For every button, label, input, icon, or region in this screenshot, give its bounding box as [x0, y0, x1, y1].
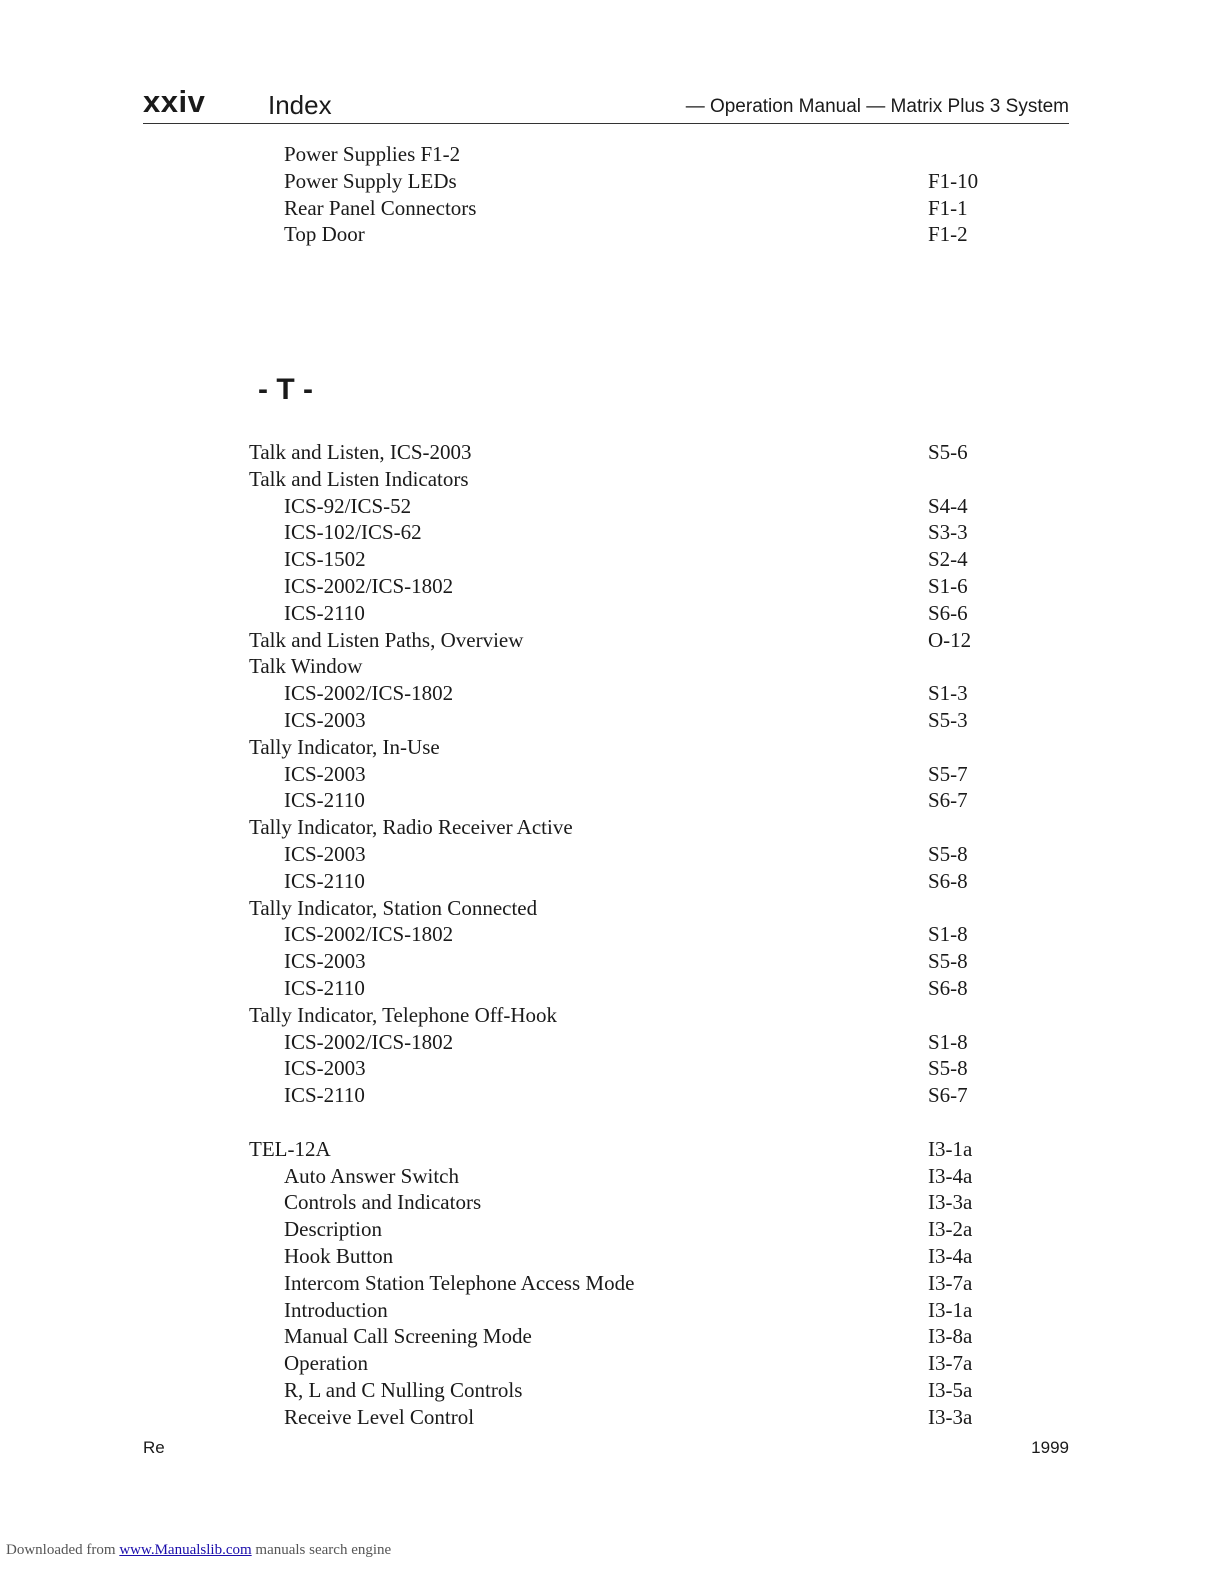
index-subentry [0, 1350, 1224, 1377]
index-subentry [0, 948, 1224, 975]
index-term: Power Supply LEDs [284, 168, 457, 193]
index-page-ref: S5-8 [928, 1056, 968, 1081]
index-subentry [0, 1189, 1224, 1216]
index-page-ref: I3-7a [928, 1270, 973, 1295]
index-term: ICS-2110 [284, 868, 365, 893]
index-term: ICS-2110 [284, 975, 365, 1000]
index-term: Tally Indicator, Telephone Off-Hook [249, 1002, 558, 1027]
index-page-ref: F1-10 [928, 168, 979, 193]
index-page-ref: I3-1a [928, 1297, 973, 1322]
index-entry [0, 1002, 1224, 1029]
index-subentry [0, 195, 1224, 222]
index-term: TEL-12A [249, 1136, 331, 1161]
index-page-ref: S1-3 [928, 681, 968, 706]
section-title: Index [268, 90, 332, 120]
index-term: ICS-2003 [284, 949, 366, 974]
index-subentry [0, 1377, 1224, 1404]
index-page-ref: I3-5a [928, 1377, 973, 1402]
index-page-ref: S5-8 [928, 841, 968, 866]
page-number: xxiv [143, 84, 206, 119]
index-page-ref: I3-4a [928, 1243, 973, 1268]
index-term: Hook Button [284, 1243, 394, 1268]
index-term: Manual Call Screening Mode [284, 1324, 532, 1349]
index-subentry [0, 707, 1224, 734]
index-subentry [0, 546, 1224, 573]
index-entry [0, 439, 1224, 466]
index-subentry [0, 519, 1224, 546]
index-subentry [0, 221, 1224, 248]
index-page-ref: S2-4 [928, 547, 968, 572]
manual-title: — Operation Manual — Matrix Plus 3 System [685, 96, 1069, 117]
index-entry [0, 1136, 1224, 1163]
index-term: Talk and Listen Paths, Overview [249, 627, 524, 652]
index-page-ref: S6-6 [928, 600, 968, 625]
index-subentry [0, 1297, 1224, 1324]
index-page-ref: F1-2 [928, 222, 968, 247]
index-term: ICS-2003 [284, 761, 366, 786]
manualslib-link[interactable]: www.Manualslib.com [119, 1542, 252, 1558]
index-term: ICS-92/ICS-52 [284, 493, 412, 518]
index-t-list [0, 439, 1224, 1430]
index-subentry [0, 168, 1224, 195]
index-term: Talk and Listen Indicators [249, 466, 469, 491]
index-term: Controls and Indicators [284, 1190, 482, 1215]
index-subentry [0, 1029, 1224, 1056]
index-term: ICS-2002/ICS-1802 [284, 1029, 454, 1054]
index-term: ICS-2003 [284, 707, 366, 732]
index-term: ICS-2110 [284, 600, 365, 625]
footer-left: Re [143, 1438, 165, 1457]
index-subentry [0, 600, 1224, 627]
index-subentry [0, 761, 1224, 788]
index-term: Rear Panel Connectors [284, 195, 477, 220]
index-term: ICS-2002/ICS-1802 [284, 681, 454, 706]
index-term: Auto Answer Switch [284, 1163, 459, 1188]
index-page-ref: S5-6 [928, 440, 968, 464]
index-term: ICS-2110 [284, 788, 365, 813]
index-page-ref: S6-8 [928, 975, 968, 1000]
index-subentry [0, 1270, 1224, 1297]
index-term: Tally Indicator, Station Connected [249, 895, 538, 920]
index-page-ref: I3-3a [928, 1190, 973, 1215]
letter-heading-t: - T - [258, 373, 313, 406]
index-subentry [0, 841, 1224, 868]
index-page-ref: S1-8 [928, 922, 968, 947]
index-term: Tally Indicator, In-Use [249, 734, 440, 759]
index-page-ref: S5-8 [928, 949, 968, 974]
index-page-ref: S5-3 [928, 707, 968, 732]
index-term: Talk Window [249, 654, 363, 679]
index-term: ICS-2002/ICS-1802 [284, 573, 454, 598]
index-term: Introduction [284, 1297, 388, 1322]
index-entry [0, 734, 1224, 761]
index-subentry [0, 1082, 1224, 1109]
index-subentry [0, 1163, 1224, 1190]
index-subentry [0, 1055, 1224, 1082]
index-page-ref: F1-1 [928, 195, 968, 220]
index-term: ICS-1502 [284, 547, 366, 572]
index-page-ref: I3-8a [928, 1324, 973, 1349]
index-entry [0, 653, 1224, 680]
index-entry [0, 895, 1224, 922]
index-term: ICS-2002/ICS-1802 [284, 922, 454, 947]
index-page-ref: I3-3a [928, 1404, 973, 1429]
download-prefix: Downloaded from [6, 1542, 120, 1558]
index-subentry [0, 1323, 1224, 1350]
index-page-ref: I3-2a [928, 1217, 973, 1242]
index-term: Talk and Listen, ICS-2003 [249, 440, 472, 464]
index-term: Tally Indicator, Radio Receiver Active [249, 815, 573, 840]
download-suffix: manuals search engine [251, 1542, 392, 1558]
index-spacer [0, 1109, 1224, 1136]
index-term: Intercom Station Telephone Access Mode [284, 1270, 635, 1295]
index-subentry [0, 921, 1224, 948]
index-page-ref: I3-1a [928, 1136, 973, 1161]
index-term: Top Door [284, 222, 365, 247]
index-subentry [0, 1216, 1224, 1243]
index-page-ref: S3-3 [928, 520, 968, 545]
index-term: Power Supplies F1-2 [284, 142, 461, 166]
index-page-ref: S1-6 [928, 573, 968, 598]
index-term: Description [284, 1217, 382, 1242]
index-term: R, L and C Nulling Controls [284, 1377, 523, 1402]
index-subentry [0, 787, 1224, 814]
index-page-ref: S1-8 [928, 1029, 968, 1054]
index-term: Operation [284, 1351, 368, 1376]
index-subentry [0, 493, 1224, 520]
footer-year: 1999 [1031, 1438, 1069, 1457]
index-subentry [0, 868, 1224, 895]
download-note [6, 1542, 391, 1559]
index-subentry [0, 680, 1224, 707]
index-page-ref: I3-4a [928, 1163, 973, 1188]
index-page-ref: S4-4 [928, 493, 968, 518]
header-rule [143, 123, 1069, 124]
index-term: ICS-2003 [284, 841, 366, 866]
index-subentry [0, 1404, 1224, 1431]
index-subentry [0, 573, 1224, 600]
index-page-ref: S6-7 [928, 1083, 968, 1108]
index-term: ICS-2003 [284, 1056, 366, 1081]
index-entry [0, 627, 1224, 654]
index-term: Receive Level Control [284, 1404, 475, 1429]
index-subentry [0, 975, 1224, 1002]
index-continued-list [0, 141, 1224, 248]
index-term: ICS-2110 [284, 1083, 365, 1108]
index-page-ref: S5-7 [928, 761, 968, 786]
index-page-ref: O-12 [928, 627, 972, 652]
index-page-ref: S6-8 [928, 868, 968, 893]
index-page-ref: I3-7a [928, 1351, 973, 1376]
index-entry [0, 814, 1224, 841]
index-subentry [0, 141, 1224, 168]
index-page-ref: S6-7 [928, 788, 968, 813]
index-entry [0, 466, 1224, 493]
index-subentry [0, 1243, 1224, 1270]
index-term: ICS-102/ICS-62 [284, 520, 422, 545]
